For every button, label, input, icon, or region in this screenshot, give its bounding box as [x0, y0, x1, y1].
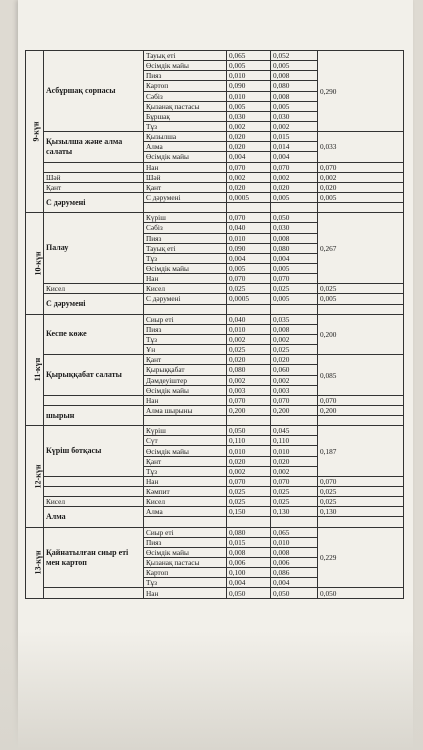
total-cell: 0,200: [318, 405, 404, 415]
ingredient-cell: Алма шырыны: [144, 405, 227, 415]
table-row: [26, 395, 404, 405]
brutto-cell: 0,050: [227, 588, 271, 598]
table-row: [26, 192, 404, 202]
ingredient-cell: [144, 416, 227, 426]
brutto-cell: 0,025: [227, 284, 271, 294]
table-row: [26, 182, 404, 192]
ingredient-cell: Тұз: [144, 121, 227, 131]
ingredient-cell: Бұршақ: [144, 111, 227, 121]
table-row: [26, 527, 404, 537]
total-cell: 0,070: [318, 162, 404, 172]
table-row: [26, 588, 404, 598]
netto-cell: [271, 517, 318, 527]
brutto-cell: 0,070: [227, 476, 271, 486]
brutto-cell: 0,010: [227, 446, 271, 456]
ingredient-cell: Пияз: [144, 71, 227, 81]
total-cell: 0,025: [318, 487, 404, 497]
total-cell: [318, 416, 404, 426]
ingredient-cell: Сәбіз: [144, 91, 227, 101]
total-cell: 0,020: [318, 182, 404, 192]
total-cell: 0,025: [318, 284, 404, 294]
brutto-cell: 0,005: [227, 61, 271, 71]
ingredient-cell: Нан: [144, 274, 227, 284]
brutto-cell: [227, 416, 271, 426]
day-label-cell: [26, 213, 44, 314]
ingredient-cell: Пияз: [144, 233, 227, 243]
brutto-cell: 0,070: [227, 274, 271, 284]
ingredient-cell: Нан: [144, 162, 227, 172]
total-cell: [318, 517, 404, 527]
ingredient-cell: Қырыққабат: [144, 365, 227, 375]
netto-cell: 0,003: [271, 385, 318, 395]
ingredient-cell: Өсімдік майы: [144, 61, 227, 71]
brutto-cell: 0,025: [227, 487, 271, 497]
brutto-cell: 0,006: [227, 558, 271, 568]
total-cell: 0,229: [318, 527, 404, 588]
dish-name-cell: [44, 395, 144, 405]
day-label-cell: [26, 426, 44, 527]
ingredient-cell: Тұз: [144, 334, 227, 344]
ingredient-cell: Тауық еті: [144, 51, 227, 61]
dish-name-cell: Кеспе көже: [44, 314, 144, 355]
brutto-cell: 0,100: [227, 568, 271, 578]
ingredient-cell: Күріш: [144, 213, 227, 223]
brutto-cell: 0,200: [227, 405, 271, 415]
day-label-cell: [26, 314, 44, 426]
total-cell: 0,002: [318, 172, 404, 182]
brutto-cell: 0,002: [227, 375, 271, 385]
brutto-cell: 0,004: [227, 253, 271, 263]
dish-name-cell: Палау: [44, 213, 144, 284]
day-label: 10-күн: [33, 251, 43, 276]
brutto-cell: 0,005: [227, 263, 271, 273]
netto-cell: 0,070: [271, 162, 318, 172]
netto-cell: 0,005: [271, 61, 318, 71]
dish-name-cell: шырын: [44, 405, 144, 425]
total-cell: 0,070: [318, 395, 404, 405]
netto-cell: [271, 304, 318, 314]
ingredient-cell: Қант: [144, 456, 227, 466]
brutto-cell: 0,080: [227, 527, 271, 537]
brutto-cell: 0,020: [227, 142, 271, 152]
brutto-cell: 0,025: [227, 345, 271, 355]
table-row: [26, 213, 404, 223]
netto-cell: 0,200: [271, 405, 318, 415]
brutto-cell: [227, 203, 271, 213]
brutto-cell: 0,0005: [227, 294, 271, 304]
dish-name-cell: Қайнатылған сиыр еті мен картоп: [44, 527, 144, 588]
table-row: [26, 507, 404, 517]
brutto-cell: 0,030: [227, 111, 271, 121]
total-cell: 0,025: [318, 497, 404, 507]
ingredient-cell: Кисел: [144, 284, 227, 294]
ingredient-cell: Нан: [144, 588, 227, 598]
dish-name-cell: [44, 487, 144, 497]
total-cell: 0,005: [318, 192, 404, 202]
brutto-cell: 0,010: [227, 91, 271, 101]
netto-cell: 0,080: [271, 81, 318, 91]
brutto-cell: 0,110: [227, 436, 271, 446]
brutto-cell: 0,020: [227, 182, 271, 192]
table-row: [26, 355, 404, 365]
ingredient-cell: Тауық еті: [144, 243, 227, 253]
netto-cell: 0,004: [271, 152, 318, 162]
ingredient-cell: Шәй: [144, 172, 227, 182]
brutto-cell: 0,004: [227, 152, 271, 162]
brutto-cell: 0,065: [227, 51, 271, 61]
table-row: [26, 162, 404, 172]
ingredient-cell: Тұз: [144, 578, 227, 588]
day-label: 9-күн: [31, 121, 41, 142]
total-cell: 0,085: [318, 355, 404, 396]
netto-cell: 0,070: [271, 274, 318, 284]
netto-cell: [271, 416, 318, 426]
brutto-cell: 0,090: [227, 81, 271, 91]
table-row: [26, 476, 404, 486]
dish-name-cell: [44, 588, 144, 598]
dish-name-cell: [44, 162, 144, 172]
table-row: [26, 426, 404, 436]
page-shadow: [0, 630, 423, 750]
netto-cell: 0,030: [271, 111, 318, 121]
brutto-cell: 0,005: [227, 101, 271, 111]
ingredient-cell: Күріш: [144, 426, 227, 436]
netto-cell: 0,050: [271, 213, 318, 223]
netto-cell: 0,110: [271, 436, 318, 446]
brutto-cell: 0,020: [227, 355, 271, 365]
ingredient-cell: Өсімдік майы: [144, 446, 227, 456]
ingredient-cell: Нан: [144, 476, 227, 486]
dish-name-cell: Қырыққабат салаты: [44, 355, 144, 396]
total-cell: 0,070: [318, 476, 404, 486]
ingredient-cell: Алма: [144, 142, 227, 152]
total-cell: [318, 203, 404, 213]
netto-cell: 0,008: [271, 233, 318, 243]
ingredient-cell: Пияз: [144, 324, 227, 334]
netto-cell: 0,025: [271, 345, 318, 355]
table-row: [26, 487, 404, 497]
ingredient-cell: [144, 203, 227, 213]
ingredient-cell: Тұз: [144, 466, 227, 476]
brutto-cell: [227, 517, 271, 527]
netto-cell: 0,025: [271, 497, 318, 507]
brutto-cell: 0,008: [227, 547, 271, 557]
dish-name-cell: Күріш ботқасы: [44, 426, 144, 477]
ingredient-cell: Тұз: [144, 253, 227, 263]
netto-cell: [271, 203, 318, 213]
brutto-cell: 0,003: [227, 385, 271, 395]
netto-cell: 0,008: [271, 324, 318, 334]
menu-table: [25, 50, 404, 599]
brutto-cell: 0,070: [227, 162, 271, 172]
netto-cell: 0,060: [271, 365, 318, 375]
brutto-cell: 0,090: [227, 243, 271, 253]
netto-cell: 0,020: [271, 182, 318, 192]
netto-cell: 0,008: [271, 71, 318, 81]
ingredient-cell: Алма: [144, 507, 227, 517]
day-label-cell: [26, 527, 44, 598]
total-cell: 0,187: [318, 426, 404, 477]
ingredient-cell: Қызылша: [144, 132, 227, 142]
netto-cell: 0,005: [271, 294, 318, 304]
brutto-cell: 0,070: [227, 213, 271, 223]
netto-cell: 0,010: [271, 446, 318, 456]
dish-name-cell: Кисел: [44, 284, 144, 294]
brutto-cell: 0,020: [227, 456, 271, 466]
ingredient-cell: Кисел: [144, 497, 227, 507]
dish-name-cell: С дәрумені: [44, 294, 144, 314]
netto-cell: 0,025: [271, 487, 318, 497]
table-row: [26, 51, 404, 61]
netto-cell: 0,014: [271, 142, 318, 152]
brutto-cell: 0,002: [227, 172, 271, 182]
netto-cell: 0,015: [271, 132, 318, 142]
netto-cell: 0,045: [271, 426, 318, 436]
netto-cell: 0,002: [271, 466, 318, 476]
day-label: 11-күн: [33, 358, 43, 382]
brutto-cell: 0,002: [227, 466, 271, 476]
table-row: [26, 405, 404, 415]
ingredient-cell: Картоп: [144, 568, 227, 578]
table-row: [26, 284, 404, 294]
total-cell: 0,267: [318, 213, 404, 284]
ingredient-cell: Дәмдеуіштер: [144, 375, 227, 385]
ingredient-cell: Қант: [144, 182, 227, 192]
netto-cell: 0,080: [271, 243, 318, 253]
netto-cell: 0,025: [271, 284, 318, 294]
dish-name-cell: С дәрумені: [44, 192, 144, 212]
brutto-cell: 0,0005: [227, 192, 271, 202]
brutto-cell: 0,010: [227, 71, 271, 81]
ingredient-cell: Картоп: [144, 81, 227, 91]
brutto-cell: 0,020: [227, 132, 271, 142]
table-row: [26, 497, 404, 507]
table-row: [26, 314, 404, 324]
netto-cell: 0,002: [271, 121, 318, 131]
brutto-cell: 0,070: [227, 395, 271, 405]
dish-name-cell: Қызылша және алма салаты: [44, 132, 144, 162]
total-cell: 0,290: [318, 51, 404, 132]
netto-cell: 0,050: [271, 588, 318, 598]
ingredient-cell: [144, 517, 227, 527]
netto-cell: 0,002: [271, 375, 318, 385]
day-label-cell: [26, 51, 44, 213]
brutto-cell: 0,040: [227, 314, 271, 324]
netto-cell: 0,020: [271, 355, 318, 365]
netto-cell: 0,004: [271, 578, 318, 588]
total-cell: 0,050: [318, 588, 404, 598]
brutto-cell: 0,002: [227, 334, 271, 344]
ingredient-cell: Сиыр еті: [144, 527, 227, 537]
dish-name-cell: Кисел: [44, 497, 144, 507]
ingredient-cell: Пияз: [144, 537, 227, 547]
ingredient-cell: Өсімдік майы: [144, 547, 227, 557]
netto-cell: 0,052: [271, 51, 318, 61]
brutto-cell: 0,010: [227, 233, 271, 243]
netto-cell: 0,008: [271, 547, 318, 557]
day-label: 13-күн: [33, 550, 43, 575]
netto-cell: 0,010: [271, 537, 318, 547]
netto-cell: 0,005: [271, 101, 318, 111]
total-cell: 0,005: [318, 294, 404, 304]
ingredient-cell: Қызанақ пастасы: [144, 101, 227, 111]
dish-name-cell: Шәй: [44, 172, 144, 182]
ingredient-cell: Сүт: [144, 436, 227, 446]
day-label: 12-күн: [33, 464, 43, 489]
dish-name-cell: Қант: [44, 182, 144, 192]
brutto-cell: 0,015: [227, 537, 271, 547]
ingredient-cell: Ұн: [144, 345, 227, 355]
netto-cell: 0,070: [271, 395, 318, 405]
ingredient-cell: С дәрумені: [144, 294, 227, 304]
total-cell: 0,033: [318, 132, 404, 162]
netto-cell: 0,008: [271, 91, 318, 101]
netto-cell: 0,004: [271, 253, 318, 263]
brutto-cell: 0,025: [227, 497, 271, 507]
netto-cell: 0,065: [271, 527, 318, 537]
ingredient-cell: Өсімдік майы: [144, 385, 227, 395]
dish-name-cell: [44, 476, 144, 486]
netto-cell: 0,070: [271, 476, 318, 486]
brutto-cell: 0,040: [227, 223, 271, 233]
brutto-cell: 0,010: [227, 324, 271, 334]
ingredient-cell: [144, 304, 227, 314]
dish-name-cell: Алма: [44, 507, 144, 527]
netto-cell: 0,006: [271, 558, 318, 568]
ingredient-cell: Өсімдік майы: [144, 152, 227, 162]
netto-cell: 0,130: [271, 507, 318, 517]
dish-name-cell: Асбұршақ сорпасы: [44, 51, 144, 132]
total-cell: [318, 304, 404, 314]
ingredient-cell: Өсімдік майы: [144, 263, 227, 273]
table-row: [26, 294, 404, 304]
ingredient-cell: Қант: [144, 355, 227, 365]
ingredient-cell: Қызанақ пастасы: [144, 558, 227, 568]
brutto-cell: 0,004: [227, 578, 271, 588]
brutto-cell: 0,050: [227, 426, 271, 436]
netto-cell: 0,002: [271, 172, 318, 182]
ingredient-cell: Нан: [144, 395, 227, 405]
netto-cell: 0,020: [271, 456, 318, 466]
table-row: [26, 172, 404, 182]
netto-cell: 0,002: [271, 334, 318, 344]
netto-cell: 0,005: [271, 192, 318, 202]
netto-cell: 0,086: [271, 568, 318, 578]
ingredient-cell: Сиыр еті: [144, 314, 227, 324]
brutto-cell: 0,002: [227, 121, 271, 131]
brutto-cell: [227, 304, 271, 314]
netto-cell: 0,035: [271, 314, 318, 324]
ingredient-cell: Кәмпит: [144, 487, 227, 497]
total-cell: 0,130: [318, 507, 404, 517]
ingredient-cell: С дәрумені: [144, 192, 227, 202]
brutto-cell: 0,080: [227, 365, 271, 375]
ingredient-cell: Сәбіз: [144, 223, 227, 233]
total-cell: 0,200: [318, 314, 404, 355]
netto-cell: 0,005: [271, 263, 318, 273]
brutto-cell: 0,150: [227, 507, 271, 517]
netto-cell: 0,030: [271, 223, 318, 233]
table-row: [26, 132, 404, 142]
